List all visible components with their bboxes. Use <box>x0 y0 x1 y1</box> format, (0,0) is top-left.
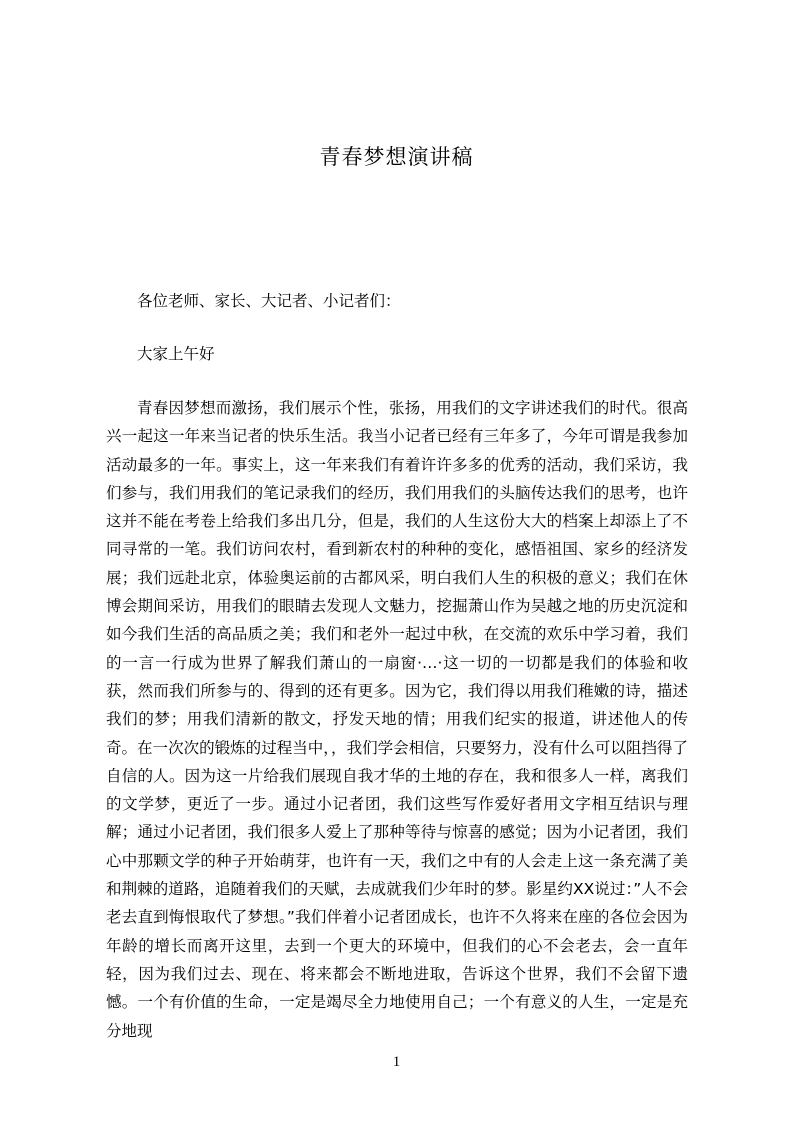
greeting-paragraph: 大家上午好 <box>137 345 215 363</box>
page-number: 1 <box>392 1054 401 1070</box>
body-paragraph: 青春因梦想而激扬，我们展示个性，张扬，用我们的文字讲述我们的时代。很高兴一起这一年来当记者的快乐生活。我当小记者已经有三年多了，今年可谓是我参加活动最多的一年。事实上，这一年来我们有着许许多多的优秀的活动，我们采访，我们参与，我们用我们的笔记录我们的经历，我们用我们的头脑传达我们的思考，也许这并不能在考卷上给我们多出几分，但是，我们的人生这份大大的档案上却添上了不同寻常的一笔。我们访问农村，看到新农村的种种的变化，感悟祖国、家乡的经济发展；我们远赴北京，体验奥运前的古都风采，明白我们人生的积极的意义；我们在休博会期间采访，用我们的眼睛去发现人文魅力，挖掘萧山作为吴越之地的历史沉淀和如今我们生活的高品质之美；我们和老外一起过中秋，在交流的欢乐中学习着，我们的一言一行成为世界了解我们萧山的一扇窗·…·这一切的一切都是我们的体验和收获，然而我们所参与的、得到的还有更多。因为它，我们得以用我们稚嫩的诗，描述我们的梦；用我们清新的散文，抒发天地的情；用我们纪实的报道，讲述他人的传奇。在一次次的锻炼的过程当中，，我们学会相信，只要努力，没有什么可以阻挡得了自信的人。因为这一片给我们展现自我才华的土地的存在，我和很多人一样，离我们的文学梦，更近了一步。通过小记者团，我们这些写作爱好者用文字相互结识与理解；通过小记者团，我们很多人爱上了那种等待与惊喜的感觉；因为小记者团，我们心中那颗文学的种子开始萌芽，也许有一天，我们之中有的人会走上这一条充满了美和荆棘的道路，追随着我们的天赋，去成就我们少年时的梦。影星约XX说过：”人不会老去直到悔恨取代了梦想。”我们伴着小记者团成长，也许不久将来在座的各位会因为年龄的增长而离开这里，去到一个更大的环境中，但我们的心不会老去，会一直年轻，因为我们过去、现在、将来都会不断地进取，告诉这个世界，我们不会留下遗憾。一个有价值的生命，一定是竭尽全力地使用自己；一个有意义的人生，一定是充分地现 <box>106 399 688 1040</box>
salutation-paragraph: 各位老师、家长、大记者、小记者们： <box>137 292 401 310</box>
document-title: 青春梦想演讲稿 <box>319 145 474 169</box>
